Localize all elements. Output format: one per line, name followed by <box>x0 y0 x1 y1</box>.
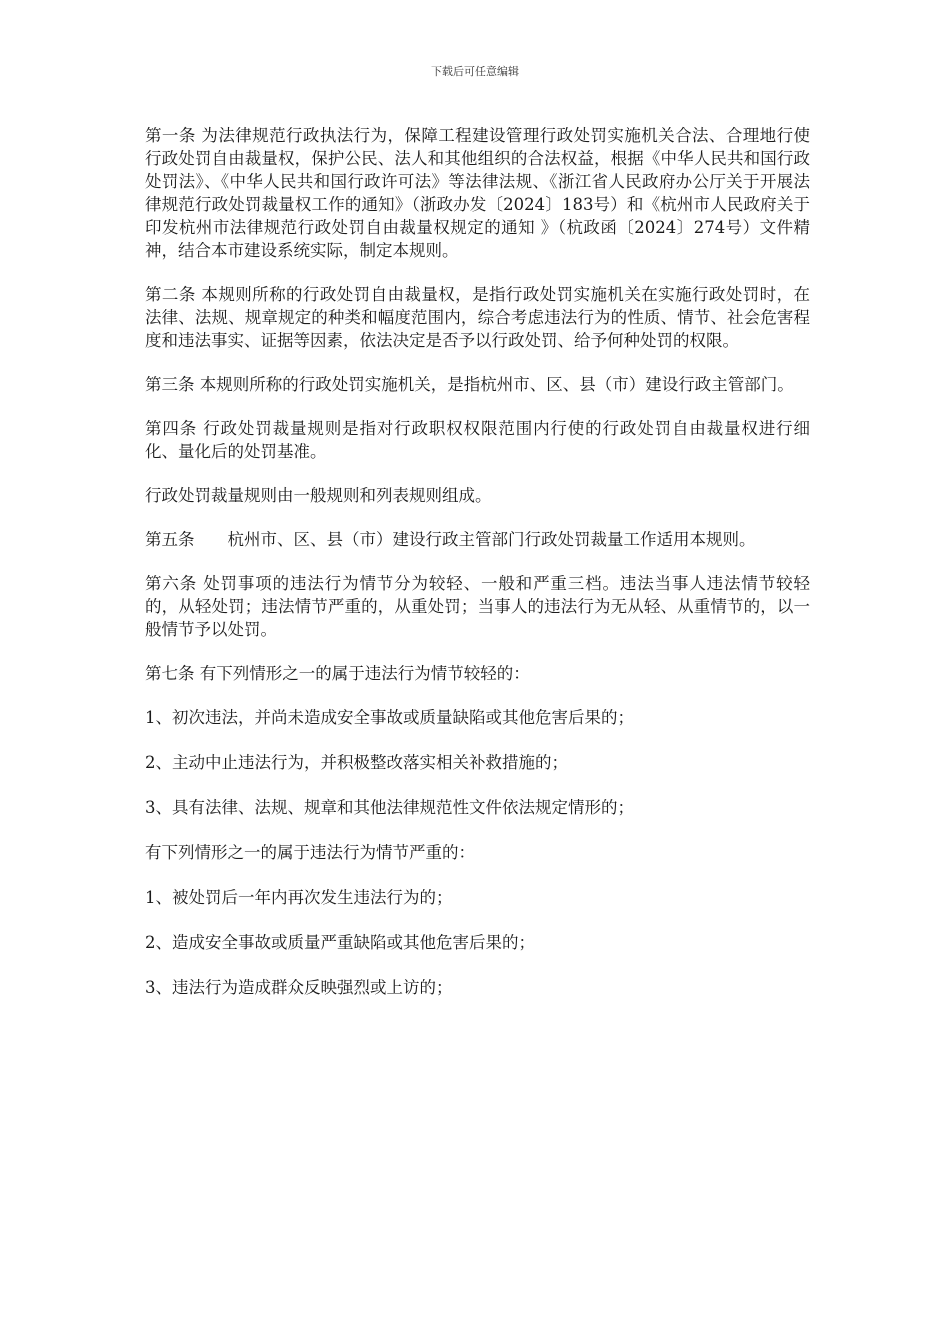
article-5: 第五条 杭州市、区、县（市）建设行政主管部门行政处罚裁量工作适用本规则。 <box>145 530 756 549</box>
minor-item-2: 2、主动中止违法行为，并积极整改落实相关补救措施的； <box>145 753 568 772</box>
article-2: 第二条 本规则所称的行政处罚自由裁量权，是指行政处罚实施机关在实施行政处罚时，在法律、法规、规章规定的种类和幅度范围内，综合考虑违法行为的性质、情节、社会危害程度和违法事实、证据等因素，依法决定是否予以行政处罚、给予何种处罚的权限。 <box>145 285 810 350</box>
minor-item-1: 1、初次违法，并尚未造成安全事故或质量缺陷或其他危害后果的； <box>145 708 634 727</box>
serious-heading: 有下列情形之一的属于违法行为情节严重的： <box>145 843 475 862</box>
article-3: 第三条 本规则所称的行政处罚实施机关，是指杭州市、区、县（市）建设行政主管部门。 <box>145 375 794 394</box>
article-4: 第四条 行政处罚裁量规则是指对行政职权权限范围内行使的行政处罚自由裁量权进行细化、量化后的处罚基准。 <box>145 419 810 461</box>
serious-item-3: 3、违法行为造成群众反映强烈或上访的； <box>145 978 453 997</box>
minor-item-3: 3、具有法律、法规、规章和其他法律规范性文件依法规定情形的； <box>145 798 634 817</box>
page-header-note: 下载后可任意编辑 <box>431 65 519 78</box>
article-1: 第一条 为法律规范行政执法行为，保障工程建设管理行政处罚实施机关合法、合理地行使行政处罚自由裁量权，保护公民、法人和其他组织的合法权益，根据《中华人民共和国行政处罚法》、《中华人民共和国行政许可法》等法律法规、《浙江省人民政府办公厅关于开展法律规范行政处罚裁量权工作的通知》（浙政办发〔2024〕183号）和《杭州市人民政府关于印发杭州市法律规范行政处罚自由裁量权规定的通知 》（杭政函〔2024〕274号）文件精神，结合本市建设系统实际，制定本规则。 <box>145 126 810 260</box>
article-4-note: 行政处罚裁量规则由一般规则和列表规则组成。 <box>145 486 492 505</box>
serious-item-1: 1、被处罚后一年内再次发生违法行为的； <box>145 888 453 907</box>
serious-item-2: 2、造成安全事故或质量严重缺陷或其他危害后果的； <box>145 933 535 952</box>
article-6: 第六条 处罚事项的违法行为情节分为较轻、一般和严重三档。违法当事人违法情节较轻的，从轻处罚；违法情节严重的，从重处罚；当事人的违法行为无从轻、从重情节的，以一般情节予以处罚。 <box>145 574 810 639</box>
article-7: 第七条 有下列情形之一的属于违法行为情节较轻的： <box>145 664 530 683</box>
document-body <box>145 124 810 1021</box>
